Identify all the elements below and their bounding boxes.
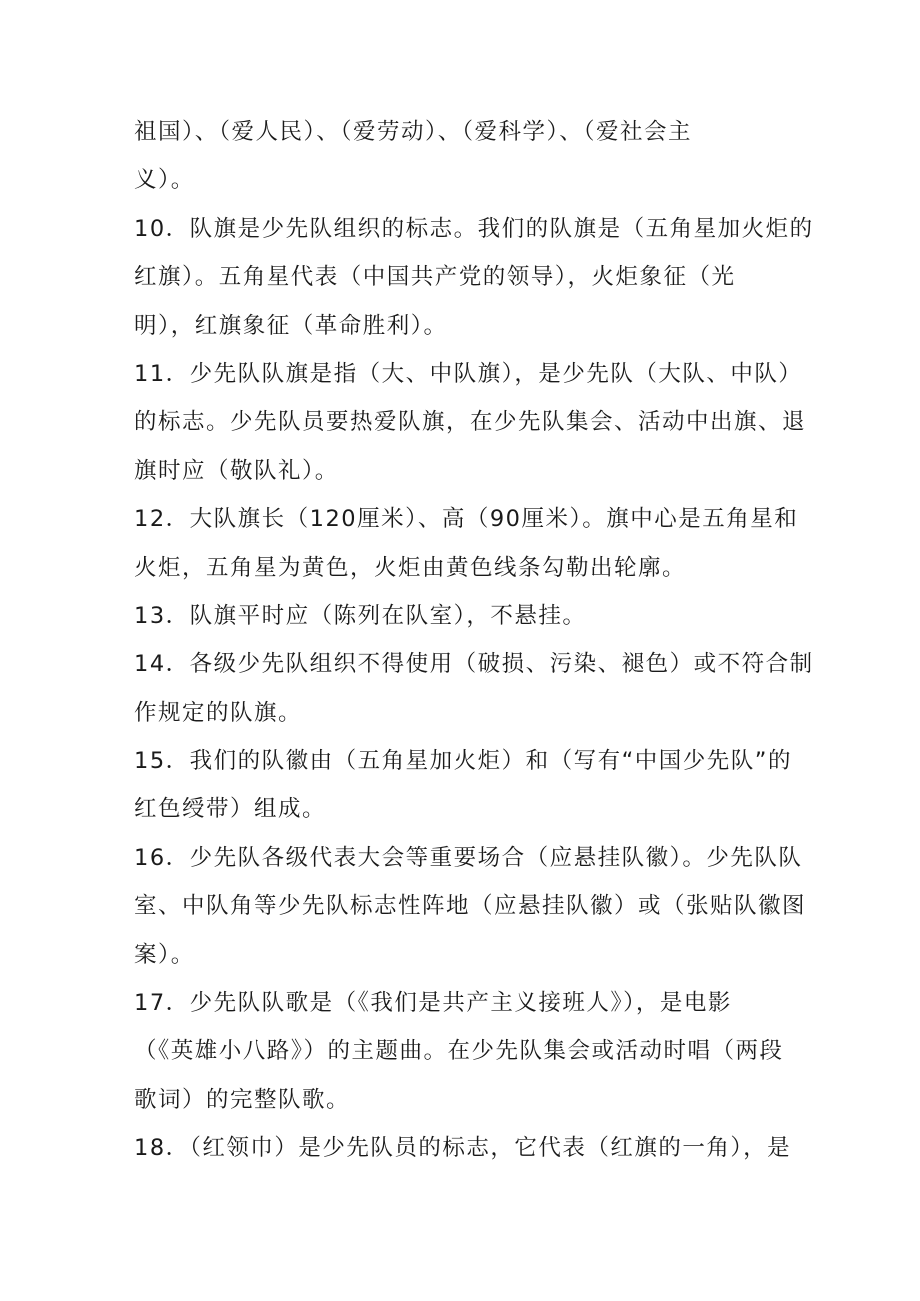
text-line: 作规定的队旗。 — [134, 699, 303, 726]
text-line: 红旗）。五角星代表（中国共产党的领导），火炬象征（光 — [134, 264, 736, 291]
text-line: 室、中队角等少先队标志性阵地（应悬挂队徽）或（张贴队徽图 — [134, 893, 807, 920]
text-line: 14．各级少先队组织不得使用（破损、污染、褪色）或不符合制 — [134, 651, 814, 678]
document-body — [134, 108, 814, 1173]
text-line: 12．大队旗长（120厘米）、高（90厘米）。旗中心是五角星和 — [134, 506, 799, 533]
text-line: 15．我们的队徽由（五角星加火炬）和（写有“中国少先队”的 — [134, 748, 792, 775]
text-line: 红色绶带）组成。 — [134, 796, 327, 823]
text-line: 明），红旗象征（革命胜利）。 — [134, 312, 448, 339]
text-line: 17．少先队队歌是（《我们是共产主义接班人》），是电影 — [134, 990, 732, 1017]
text-line: 歌词）的完整队歌。 — [134, 1086, 351, 1113]
text-line: 祖国）、（爱人民）、（爱劳动）、（爱科学）、（爱社会主 — [134, 119, 693, 145]
text-line: 案）。 — [134, 941, 195, 968]
text-line: 火炬，五角星为黄色，火炬由黄色线条勾勒出轮廓。 — [134, 554, 687, 581]
text-line: （《英雄小八路》）的主题曲。在少先队集会或活动时唱（两段 — [134, 1038, 784, 1065]
text-line: 18．（红领巾）是少先队员的标志，它代表（红旗的一角），是 — [134, 1135, 792, 1162]
text-line: 义）。 — [134, 167, 195, 194]
text-line: 11．少先队队旗是指（大、中队旗），是少先队（大队、中队） — [134, 360, 803, 387]
text-line: 10．队旗是少先队组织的标志。我们的队旗是（五角星加火炬的 — [134, 215, 814, 242]
text-line: 16．少先队各级代表大会等重要场合（应悬挂队徽）。少先队队 — [134, 844, 803, 871]
text-line: 13．队旗平时应（陈列在队室），不悬挂。 — [134, 602, 587, 629]
text-line: 的标志。少先队员要热爱队旗，在少先队集会、活动中出旗、退 — [134, 409, 807, 436]
text-line: 旗时应（敬队礼）。 — [134, 457, 339, 484]
